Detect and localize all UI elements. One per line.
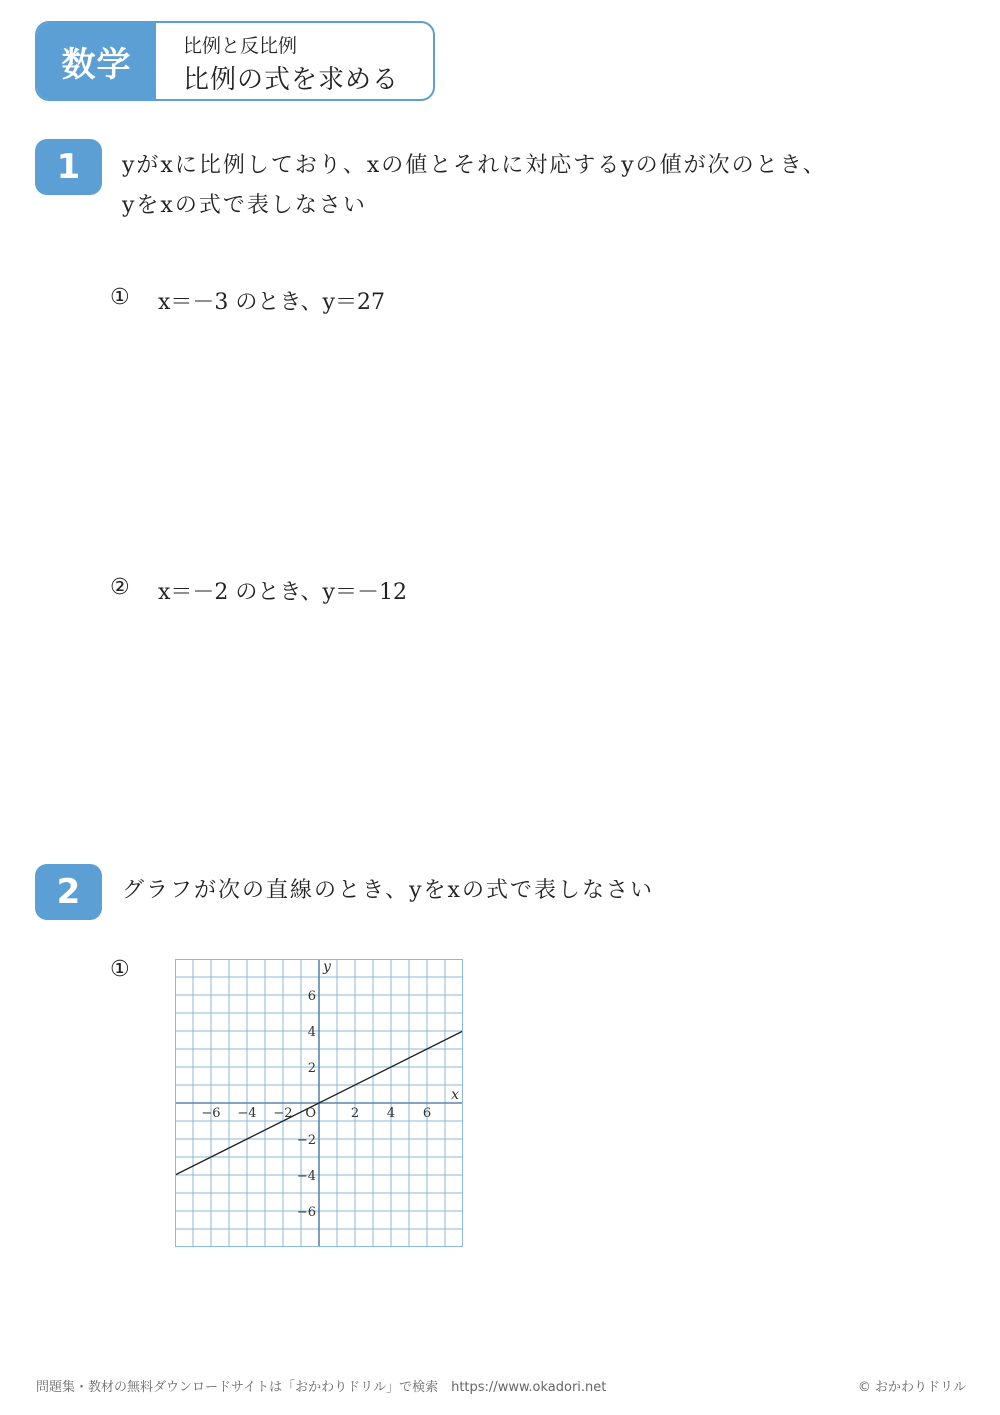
x-tick-label: 4 <box>386 1106 396 1121</box>
footer-site-text: 問題集・教材の無料ダウンロードサイトは「おかわりドリル」で検索 https://www.okadori.net <box>36 1380 607 1395</box>
x-tick-label: −6 <box>201 1106 221 1121</box>
y-tick-label: 6 <box>307 989 316 1004</box>
x-tick-label: −4 <box>237 1106 257 1121</box>
question-1-number: 1 <box>35 139 102 195</box>
item-1-1-text: x＝－3 のとき、y＝27 <box>158 290 385 315</box>
question-1-text <box>122 146 827 226</box>
item-1-1-marker: ① <box>110 285 130 310</box>
x-tick-label: 2 <box>350 1106 360 1121</box>
lesson-title: 比例の式を求める <box>183 65 400 95</box>
x-tick-label: 6 <box>422 1106 432 1121</box>
y-tick-label: −6 <box>296 1205 316 1220</box>
item-1-2-text: x＝－2 のとき、y＝－12 <box>158 580 407 605</box>
coordinate-graph <box>175 959 463 1247</box>
y-tick-label: 2 <box>307 1061 316 1076</box>
worksheet-header <box>35 21 435 101</box>
y-tick-label: −4 <box>296 1169 316 1184</box>
subject-label: 数学 <box>37 23 156 99</box>
question-1-line-2: yをxの式で表しなさい <box>122 193 367 218</box>
item-2-1-marker: ① <box>110 957 130 982</box>
question-2-text: グラフが次の直線のとき、yをxの式で表しなさい <box>122 878 654 903</box>
y-tick-label: −2 <box>296 1133 316 1148</box>
question-2-number: 2 <box>35 864 102 920</box>
y-tick-label: 4 <box>307 1025 316 1040</box>
footer-copyright: © おかわりドリル <box>857 1380 966 1395</box>
x-axis-label: x <box>451 1087 459 1103</box>
item-1-2-marker: ② <box>110 575 130 600</box>
topic-label: 比例と反比例 <box>183 35 298 57</box>
y-axis-label: y <box>323 959 331 975</box>
question-1-line-1: yがxに比例しており、xの値とそれに対応するyの値が次のとき、 <box>122 153 827 178</box>
x-tick-label: −2 <box>273 1106 293 1121</box>
origin-label: O <box>305 1106 316 1121</box>
